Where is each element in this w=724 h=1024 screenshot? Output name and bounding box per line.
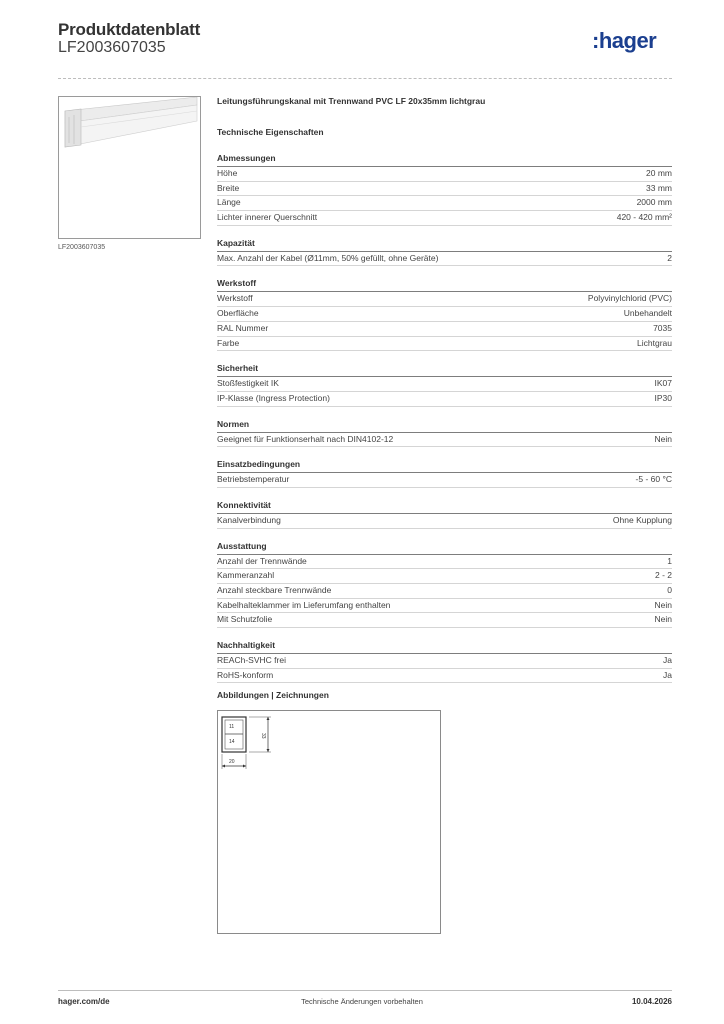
property-sections	[217, 153, 672, 683]
section-title: Konnektivität	[217, 500, 672, 514]
property-row	[217, 584, 672, 599]
section-7	[217, 541, 672, 628]
section-title: Werkstoff	[217, 278, 672, 292]
property-label: Lichter innerer Querschnitt	[217, 212, 318, 223]
technical-drawing	[217, 710, 441, 934]
property-value: 33 mm	[646, 182, 672, 193]
property-label: Geeignet für Funktionserhalt nach DIN4102-12	[217, 433, 394, 444]
property-label: IP-Klasse (Ingress Protection)	[217, 392, 330, 403]
property-value: 0	[667, 585, 672, 595]
section-2	[217, 278, 672, 351]
section-title: Ausstattung	[217, 541, 672, 555]
property-value: 2000 mm	[636, 197, 672, 208]
property-label: Farbe	[217, 337, 240, 348]
property-value: Polyvinylchlorid (PVC)	[587, 293, 672, 304]
product-image	[58, 96, 201, 239]
property-label: Mit Schutzfolie	[217, 614, 273, 625]
section-1	[217, 238, 672, 267]
property-row	[217, 569, 672, 584]
technical-properties-heading: Technische Eigenschaften	[217, 127, 324, 137]
property-row	[217, 377, 672, 392]
property-value: Ohne Kupplung	[612, 514, 672, 525]
property-label: Anzahl der Trennwände	[217, 555, 307, 566]
section-4	[217, 419, 672, 448]
property-label: RoHS-konform	[217, 669, 274, 680]
section-title: Nachhaltigkeit	[217, 640, 672, 654]
property-value: Ja	[663, 655, 672, 666]
property-row	[217, 167, 672, 182]
property-label: RAL Nummer	[217, 322, 269, 333]
property-row	[217, 322, 672, 337]
section-8	[217, 640, 672, 683]
section-6	[217, 500, 672, 529]
property-label: Werkstoff	[217, 293, 253, 304]
property-value: 7035	[653, 322, 672, 333]
footer-date: 10.04.2026	[631, 997, 672, 1006]
section-3	[217, 363, 672, 406]
hager-logo: :hager	[592, 28, 657, 53]
property-label: Max. Anzahl der Kabel (Ø11mm, 50% gefüllt, ohne Geräte)	[217, 252, 439, 263]
property-row	[217, 196, 672, 211]
property-row	[217, 654, 672, 669]
section-title: Sicherheit	[217, 363, 672, 377]
property-label: Länge	[217, 197, 241, 208]
section-5	[217, 459, 672, 488]
svg-text:11: 11	[229, 724, 235, 730]
section-title: Kapazität	[217, 238, 672, 252]
property-value: 20 mm	[646, 168, 672, 178]
article-number: LF2003607035	[58, 39, 166, 56]
property-value: Unbehandelt	[623, 308, 672, 319]
property-label: Stoßfestigkeit IK	[217, 378, 279, 389]
footer-website-link[interactable]: hager.com/de	[58, 997, 110, 1006]
property-row	[217, 555, 672, 570]
property-label: REACh-SVHC frei	[217, 655, 286, 666]
property-value: Nein	[654, 433, 672, 444]
property-value: Lichtgrau	[637, 337, 672, 348]
property-row	[217, 252, 672, 267]
footer-notice: Technische Änderungen vorbehalten	[301, 997, 423, 1006]
property-row	[217, 473, 672, 488]
property-row	[217, 337, 672, 352]
product-title: Leitungsführungskanal mit Trennwand PVC LF 20x35mm lichtgrau	[217, 96, 486, 106]
property-row	[217, 182, 672, 197]
width-dimension-label: 20	[229, 759, 235, 765]
section-title: Abmessungen	[217, 153, 672, 167]
property-value: Ja	[663, 669, 672, 680]
property-label: Kammeranzahl	[217, 570, 275, 581]
property-value: -5 - 60 °C	[635, 474, 672, 485]
document-title: Produktdatenblatt	[58, 20, 201, 39]
property-value: IK07	[654, 378, 672, 389]
property-row	[217, 514, 672, 529]
property-row	[217, 307, 672, 322]
height-dimension-label: 33	[260, 733, 266, 739]
property-value: 2	[667, 252, 672, 263]
property-label: Breite	[217, 182, 240, 193]
property-value: 1	[667, 555, 672, 566]
property-label: Oberfläche	[217, 308, 259, 319]
header-divider	[58, 78, 672, 79]
drawings-heading: Abbildungen | Zeichnungen	[217, 690, 329, 700]
property-row	[217, 669, 672, 684]
svg-text:14: 14	[229, 739, 235, 745]
footer-divider	[58, 990, 672, 991]
section-title: Einsatzbedingungen	[217, 459, 672, 473]
property-row	[217, 613, 672, 628]
property-value: Nein	[654, 614, 672, 625]
property-row	[217, 292, 672, 307]
property-row	[217, 392, 672, 407]
property-value: 2 - 2	[654, 570, 672, 581]
property-label: Anzahl steckbare Trennwände	[217, 585, 332, 595]
cross-section-drawing	[218, 711, 440, 933]
property-label: Kabelhalteklammer im Lieferumfang enthalten	[217, 599, 391, 610]
product-details	[217, 96, 672, 683]
property-value: IP30	[654, 392, 672, 403]
property-label: Höhe	[217, 168, 238, 178]
property-label: Kanalverbindung	[217, 514, 281, 525]
property-label: Betriebstemperatur	[217, 474, 290, 485]
property-value: Nein	[654, 599, 672, 610]
property-row	[217, 599, 672, 614]
product-image-caption: LF2003607035	[58, 244, 106, 251]
property-row	[217, 433, 672, 448]
property-value: 420 - 420 mm²	[616, 212, 672, 223]
property-row	[217, 211, 672, 226]
section-0	[217, 153, 672, 226]
section-title: Normen	[217, 419, 672, 433]
